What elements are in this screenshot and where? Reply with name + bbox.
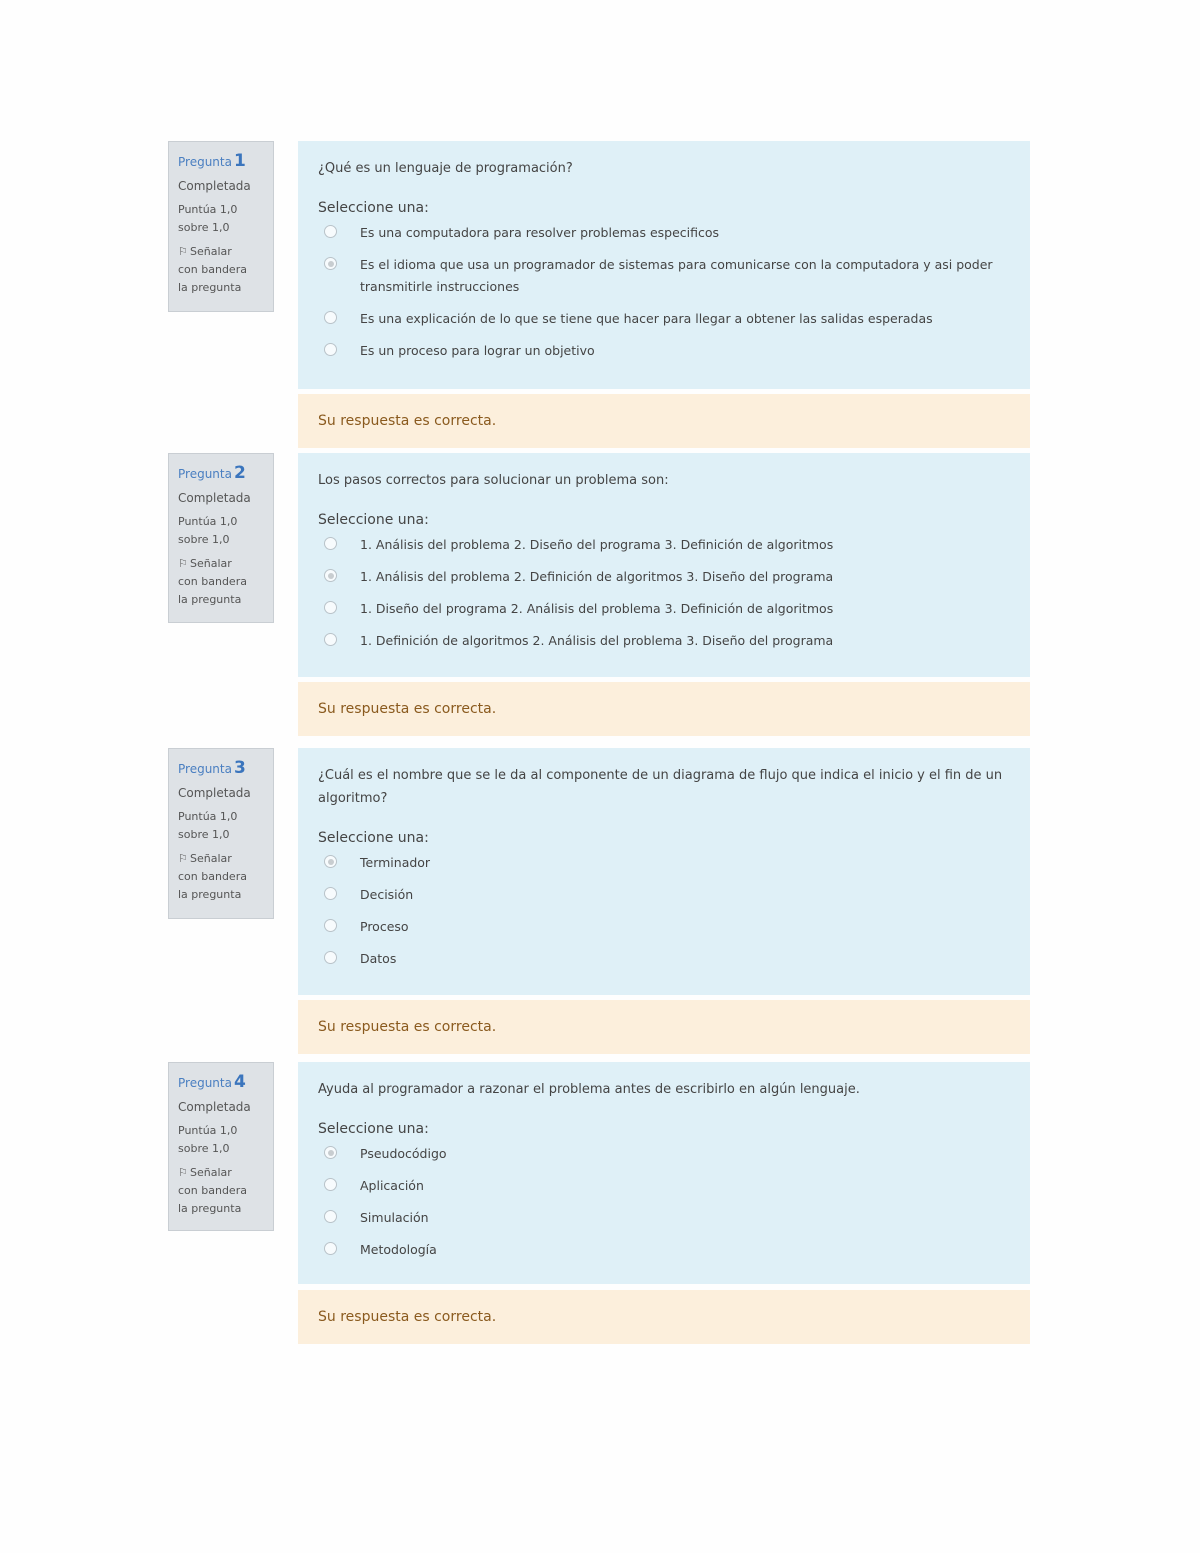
radio-button[interactable] — [324, 1242, 337, 1255]
answer-option[interactable] — [318, 340, 1010, 362]
radio-button[interactable] — [324, 257, 337, 270]
question-content — [298, 453, 1030, 677]
flag-icon: ⚐ — [178, 852, 188, 865]
radio-button[interactable] — [324, 1210, 337, 1223]
radio-button[interactable] — [324, 601, 337, 614]
question-state: Completada — [178, 179, 251, 193]
question-state: Completada — [178, 491, 251, 505]
question-content — [298, 748, 1030, 995]
answer-option[interactable] — [318, 222, 1010, 244]
answer-label: Es una explicación de lo que se tiene que hacer para llegar a obtener las salidas esperadas — [360, 311, 933, 326]
radio-button[interactable] — [324, 537, 337, 550]
answer-option[interactable] — [318, 630, 1010, 652]
feedback-correct: Su respuesta es correcta. — [298, 682, 1030, 736]
answer-label: Es el idioma que usa un programador de sistemas para comunicarse con la computadora y asi poder transmitirle instrucciones — [360, 257, 993, 294]
question-grade: Puntúa 1,0 sobre 1,0 — [178, 810, 238, 841]
answer-prompt: Seleccione una: — [318, 512, 429, 528]
question-info — [168, 748, 274, 919]
answer-label: 1. Definición de algoritmos 2. Análisis del problema 3. Diseño del programa — [360, 633, 834, 648]
question-number: Pregunta 4 — [178, 1072, 246, 1092]
answer-option[interactable] — [318, 1143, 1010, 1165]
question-text: ¿Cuál es el nombre que se le da al componente de un diagrama de flujo que indica el inicio y el fin de un algoritmo? — [318, 768, 1003, 806]
flag-icon: ⚐ — [178, 557, 188, 570]
answer-option[interactable] — [318, 308, 1010, 330]
answer-label: Es una computadora para resolver problemas especificos — [360, 225, 720, 240]
answer-label: Pseudocódigo — [360, 1146, 447, 1161]
radio-button[interactable] — [324, 919, 337, 932]
question-info — [168, 453, 274, 623]
flag-icon: ⚐ — [178, 1166, 188, 1179]
flag-question-link[interactable]: ⚐ Señalar con bandera la pregunta — [178, 557, 247, 606]
answer-label: Aplicación — [360, 1178, 424, 1193]
answer-option[interactable] — [318, 534, 1010, 556]
question-content — [298, 141, 1030, 389]
answer-option[interactable] — [318, 948, 1010, 970]
answer-label: Decisión — [360, 887, 414, 902]
answer-label: 1. Diseño del programa 2. Análisis del problema 3. Definición de algoritmos — [360, 601, 834, 616]
radio-button[interactable] — [324, 855, 337, 868]
flag-icon: ⚐ — [178, 245, 188, 258]
feedback-correct: Su respuesta es correcta. — [298, 1000, 1030, 1054]
question-info — [168, 141, 274, 312]
answer-prompt: Seleccione una: — [318, 1121, 429, 1137]
answer-label: Proceso — [360, 919, 409, 934]
question-text: Ayuda al programador a razonar el problema antes de escribirlo en algún lenguaje. — [318, 1082, 860, 1097]
question-number: Pregunta 3 — [178, 758, 246, 778]
radio-button[interactable] — [324, 1178, 337, 1191]
question-grade: Puntúa 1,0 sobre 1,0 — [178, 515, 238, 546]
question-number: Pregunta 1 — [178, 151, 246, 171]
answer-label: 1. Análisis del problema 2. Diseño del programa 3. Definición de algoritmos — [360, 537, 834, 552]
question-grade: Puntúa 1,0 sobre 1,0 — [178, 1124, 238, 1155]
question-state: Completada — [178, 1100, 251, 1114]
answer-label: Terminador — [360, 855, 431, 870]
flag-question-link[interactable]: ⚐ Señalar con bandera la pregunta — [178, 245, 247, 294]
radio-button[interactable] — [324, 951, 337, 964]
radio-button[interactable] — [324, 311, 337, 324]
radio-button[interactable] — [324, 1146, 337, 1159]
radio-button[interactable] — [324, 887, 337, 900]
question-number: Pregunta 2 — [178, 463, 246, 483]
answer-option[interactable] — [318, 884, 1010, 906]
answer-option[interactable] — [318, 254, 1010, 298]
answer-option[interactable] — [318, 1207, 1010, 1229]
question-text: Los pasos correctos para solucionar un problema son: — [318, 473, 669, 488]
answer-option[interactable] — [318, 1175, 1010, 1197]
answer-label: Es un proceso para lograr un objetivo — [360, 343, 595, 358]
question-text: ¿Qué es un lenguaje de programación? — [318, 161, 573, 176]
answer-option[interactable] — [318, 852, 1010, 874]
flag-question-link[interactable]: ⚐ Señalar con bandera la pregunta — [178, 852, 247, 901]
answer-label: Datos — [360, 951, 397, 966]
feedback-correct: Su respuesta es correcta. — [298, 394, 1030, 448]
question-content — [298, 1062, 1030, 1284]
answer-option[interactable] — [318, 916, 1010, 938]
answer-option[interactable] — [318, 1239, 1010, 1261]
answer-option[interactable] — [318, 566, 1010, 588]
answer-label: 1. Análisis del problema 2. Definición de algoritmos 3. Diseño del programa — [360, 569, 834, 584]
question-info — [168, 1062, 274, 1231]
flag-question-link[interactable]: ⚐ Señalar con bandera la pregunta — [178, 1166, 247, 1215]
radio-button[interactable] — [324, 225, 337, 238]
answer-label: Simulación — [360, 1210, 429, 1225]
answer-prompt: Seleccione una: — [318, 200, 429, 216]
answer-option[interactable] — [318, 598, 1010, 620]
question-state: Completada — [178, 786, 251, 800]
question-grade: Puntúa 1,0 sobre 1,0 — [178, 203, 238, 234]
feedback-correct: Su respuesta es correcta. — [298, 1290, 1030, 1344]
radio-button[interactable] — [324, 343, 337, 356]
answer-label: Metodología — [360, 1242, 437, 1257]
radio-button[interactable] — [324, 569, 337, 582]
radio-button[interactable] — [324, 633, 337, 646]
answer-prompt: Seleccione una: — [318, 830, 429, 846]
